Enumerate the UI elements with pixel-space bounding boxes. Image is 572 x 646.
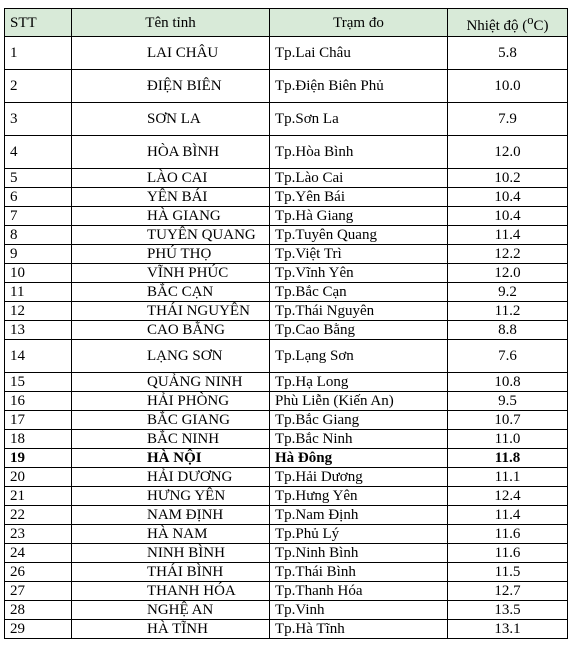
row-stt: 3 bbox=[5, 103, 72, 136]
row-province: THÁI BÌNH bbox=[72, 563, 270, 582]
row-station: Tp.Điện Biên Phủ bbox=[270, 70, 448, 103]
table-row bbox=[5, 37, 568, 70]
table-row bbox=[5, 321, 568, 340]
row-temperature: 13.1 bbox=[448, 620, 568, 639]
table-row bbox=[5, 506, 568, 525]
header-province: Tên tỉnh bbox=[72, 9, 270, 37]
table-row bbox=[5, 103, 568, 136]
row-stt: 26 bbox=[5, 563, 72, 582]
row-stt: 10 bbox=[5, 264, 72, 283]
row-stt: 17 bbox=[5, 411, 72, 430]
row-stt: 9 bbox=[5, 245, 72, 264]
row-stt: 6 bbox=[5, 188, 72, 207]
row-stt: 16 bbox=[5, 392, 72, 411]
row-station: Tp.Hưng Yên bbox=[270, 487, 448, 506]
row-stt: 12 bbox=[5, 302, 72, 321]
row-station: Tp.Vĩnh Yên bbox=[270, 264, 448, 283]
row-province: TUYÊN QUANG bbox=[72, 226, 270, 245]
row-temperature: 11.6 bbox=[448, 544, 568, 563]
row-temperature: 12.0 bbox=[448, 136, 568, 169]
row-temperature: 12.4 bbox=[448, 487, 568, 506]
header-stt: STT bbox=[5, 9, 72, 37]
table-row bbox=[5, 487, 568, 506]
row-province: QUẢNG NINH bbox=[72, 373, 270, 392]
row-station: Tp.Thái Bình bbox=[270, 563, 448, 582]
row-stt: 8 bbox=[5, 226, 72, 245]
row-stt: 2 bbox=[5, 70, 72, 103]
row-stt: 23 bbox=[5, 525, 72, 544]
table-header bbox=[5, 9, 568, 37]
row-temperature: 5.8 bbox=[448, 37, 568, 70]
table-row bbox=[5, 245, 568, 264]
row-province: YÊN BÁI bbox=[72, 188, 270, 207]
table-row bbox=[5, 582, 568, 601]
table-row bbox=[5, 169, 568, 188]
row-province: BẮC CẠN bbox=[72, 283, 270, 302]
row-station: Tp.Hà Tĩnh bbox=[270, 620, 448, 639]
row-temperature: 7.9 bbox=[448, 103, 568, 136]
header-temperature-prefix: Nhiệt độ ( bbox=[466, 17, 528, 34]
row-temperature: 11.6 bbox=[448, 525, 568, 544]
row-station: Tp.Việt Trì bbox=[270, 245, 448, 264]
row-temperature: 10.4 bbox=[448, 207, 568, 226]
row-station: Tp.Lai Châu bbox=[270, 37, 448, 70]
table-row bbox=[5, 525, 568, 544]
row-station: Tp.Hải Dương bbox=[270, 468, 448, 487]
row-stt: 13 bbox=[5, 321, 72, 340]
row-province: VĨNH PHÚC bbox=[72, 264, 270, 283]
row-station: Tp.Bắc Cạn bbox=[270, 283, 448, 302]
row-province: HÀ NỘI bbox=[72, 449, 270, 468]
row-station: Tp.Ninh Bình bbox=[270, 544, 448, 563]
row-temperature: 12.2 bbox=[448, 245, 568, 264]
row-province: NAM ĐỊNH bbox=[72, 506, 270, 525]
table-row bbox=[5, 302, 568, 321]
row-temperature: 12.0 bbox=[448, 264, 568, 283]
table-row bbox=[5, 264, 568, 283]
table-row bbox=[5, 283, 568, 302]
table-row bbox=[5, 430, 568, 449]
row-province: NINH BÌNH bbox=[72, 544, 270, 563]
row-temperature: 11.5 bbox=[448, 563, 568, 582]
row-station: Tp.Lạng Sơn bbox=[270, 340, 448, 373]
header-temperature-degree: o bbox=[527, 12, 534, 27]
row-temperature: 12.7 bbox=[448, 582, 568, 601]
row-temperature: 10.4 bbox=[448, 188, 568, 207]
table-row bbox=[5, 207, 568, 226]
header-temperature-suffix: C) bbox=[533, 17, 549, 34]
table-row bbox=[5, 411, 568, 430]
row-temperature: 11.8 bbox=[448, 449, 568, 468]
row-province: NGHỆ AN bbox=[72, 601, 270, 620]
table-body bbox=[5, 37, 568, 639]
row-province: LÀO CAI bbox=[72, 169, 270, 188]
header-row bbox=[5, 9, 568, 37]
table-row bbox=[5, 373, 568, 392]
row-stt: 22 bbox=[5, 506, 72, 525]
row-stt: 27 bbox=[5, 582, 72, 601]
row-province: LẠNG SƠN bbox=[72, 340, 270, 373]
row-station: Tp.Sơn La bbox=[270, 103, 448, 136]
row-stt: 4 bbox=[5, 136, 72, 169]
row-temperature: 11.2 bbox=[448, 302, 568, 321]
row-station: Hà Đông bbox=[270, 449, 448, 468]
row-province: HƯNG YÊN bbox=[72, 487, 270, 506]
row-province: BẮC NINH bbox=[72, 430, 270, 449]
row-station: Tp.Thanh Hóa bbox=[270, 582, 448, 601]
row-temperature: 13.5 bbox=[448, 601, 568, 620]
row-stt: 7 bbox=[5, 207, 72, 226]
table-row bbox=[5, 468, 568, 487]
row-station: Tp.Bắc Giang bbox=[270, 411, 448, 430]
row-station: Tp.Yên Bái bbox=[270, 188, 448, 207]
row-province: THÁI NGUYÊN bbox=[72, 302, 270, 321]
row-temperature: 11.0 bbox=[448, 430, 568, 449]
row-station: Tp.Hạ Long bbox=[270, 373, 448, 392]
row-stt: 15 bbox=[5, 373, 72, 392]
row-province: ĐIỆN BIÊN bbox=[72, 70, 270, 103]
table-row bbox=[5, 226, 568, 245]
row-station: Tp.Nam Định bbox=[270, 506, 448, 525]
row-station: Tp.Phủ Lý bbox=[270, 525, 448, 544]
table-row bbox=[5, 188, 568, 207]
header-station: Trạm đo bbox=[270, 9, 448, 37]
row-temperature: 10.8 bbox=[448, 373, 568, 392]
temperature-table bbox=[4, 8, 568, 639]
table-row bbox=[5, 136, 568, 169]
row-stt: 21 bbox=[5, 487, 72, 506]
row-stt: 14 bbox=[5, 340, 72, 373]
row-province: HÀ GIANG bbox=[72, 207, 270, 226]
row-station: Tp.Hà Giang bbox=[270, 207, 448, 226]
row-station: Tp.Tuyên Quang bbox=[270, 226, 448, 245]
row-temperature: 10.0 bbox=[448, 70, 568, 103]
row-province: HÀ TĨNH bbox=[72, 620, 270, 639]
row-province: HẢI PHÒNG bbox=[72, 392, 270, 411]
table-row bbox=[5, 70, 568, 103]
row-province: HẢI DƯƠNG bbox=[72, 468, 270, 487]
row-stt: 19 bbox=[5, 449, 72, 468]
row-station: Tp.Bắc Ninh bbox=[270, 430, 448, 449]
row-temperature: 11.1 bbox=[448, 468, 568, 487]
row-province: SƠN LA bbox=[72, 103, 270, 136]
header-temperature bbox=[448, 9, 568, 37]
table-row bbox=[5, 392, 568, 411]
row-temperature: 9.2 bbox=[448, 283, 568, 302]
row-province: BẮC GIANG bbox=[72, 411, 270, 430]
row-stt: 11 bbox=[5, 283, 72, 302]
table-row bbox=[5, 340, 568, 373]
table-row bbox=[5, 620, 568, 639]
table-row bbox=[5, 563, 568, 582]
row-province: HÒA BÌNH bbox=[72, 136, 270, 169]
row-temperature: 11.4 bbox=[448, 226, 568, 245]
row-station: Phù Liễn (Kiến An) bbox=[270, 392, 448, 411]
row-province: HÀ NAM bbox=[72, 525, 270, 544]
table-row bbox=[5, 601, 568, 620]
row-station: Tp.Lào Cai bbox=[270, 169, 448, 188]
row-station: Tp.Cao Bằng bbox=[270, 321, 448, 340]
row-province: LAI CHÂU bbox=[72, 37, 270, 70]
row-temperature: 10.7 bbox=[448, 411, 568, 430]
row-province: THANH HÓA bbox=[72, 582, 270, 601]
row-station: Tp.Thái Nguyên bbox=[270, 302, 448, 321]
row-temperature: 7.6 bbox=[448, 340, 568, 373]
row-stt: 20 bbox=[5, 468, 72, 487]
row-temperature: 9.5 bbox=[448, 392, 568, 411]
table-row bbox=[5, 449, 568, 468]
row-station: Tp.Vinh bbox=[270, 601, 448, 620]
row-province: PHÚ THỌ bbox=[72, 245, 270, 264]
table-row bbox=[5, 544, 568, 563]
row-stt: 18 bbox=[5, 430, 72, 449]
row-temperature: 8.8 bbox=[448, 321, 568, 340]
row-station: Tp.Hòa Bình bbox=[270, 136, 448, 169]
row-province: CAO BẰNG bbox=[72, 321, 270, 340]
row-stt: 1 bbox=[5, 37, 72, 70]
row-stt: 5 bbox=[5, 169, 72, 188]
row-stt: 28 bbox=[5, 601, 72, 620]
row-temperature: 10.2 bbox=[448, 169, 568, 188]
row-stt: 29 bbox=[5, 620, 72, 639]
row-stt: 24 bbox=[5, 544, 72, 563]
row-temperature: 11.4 bbox=[448, 506, 568, 525]
